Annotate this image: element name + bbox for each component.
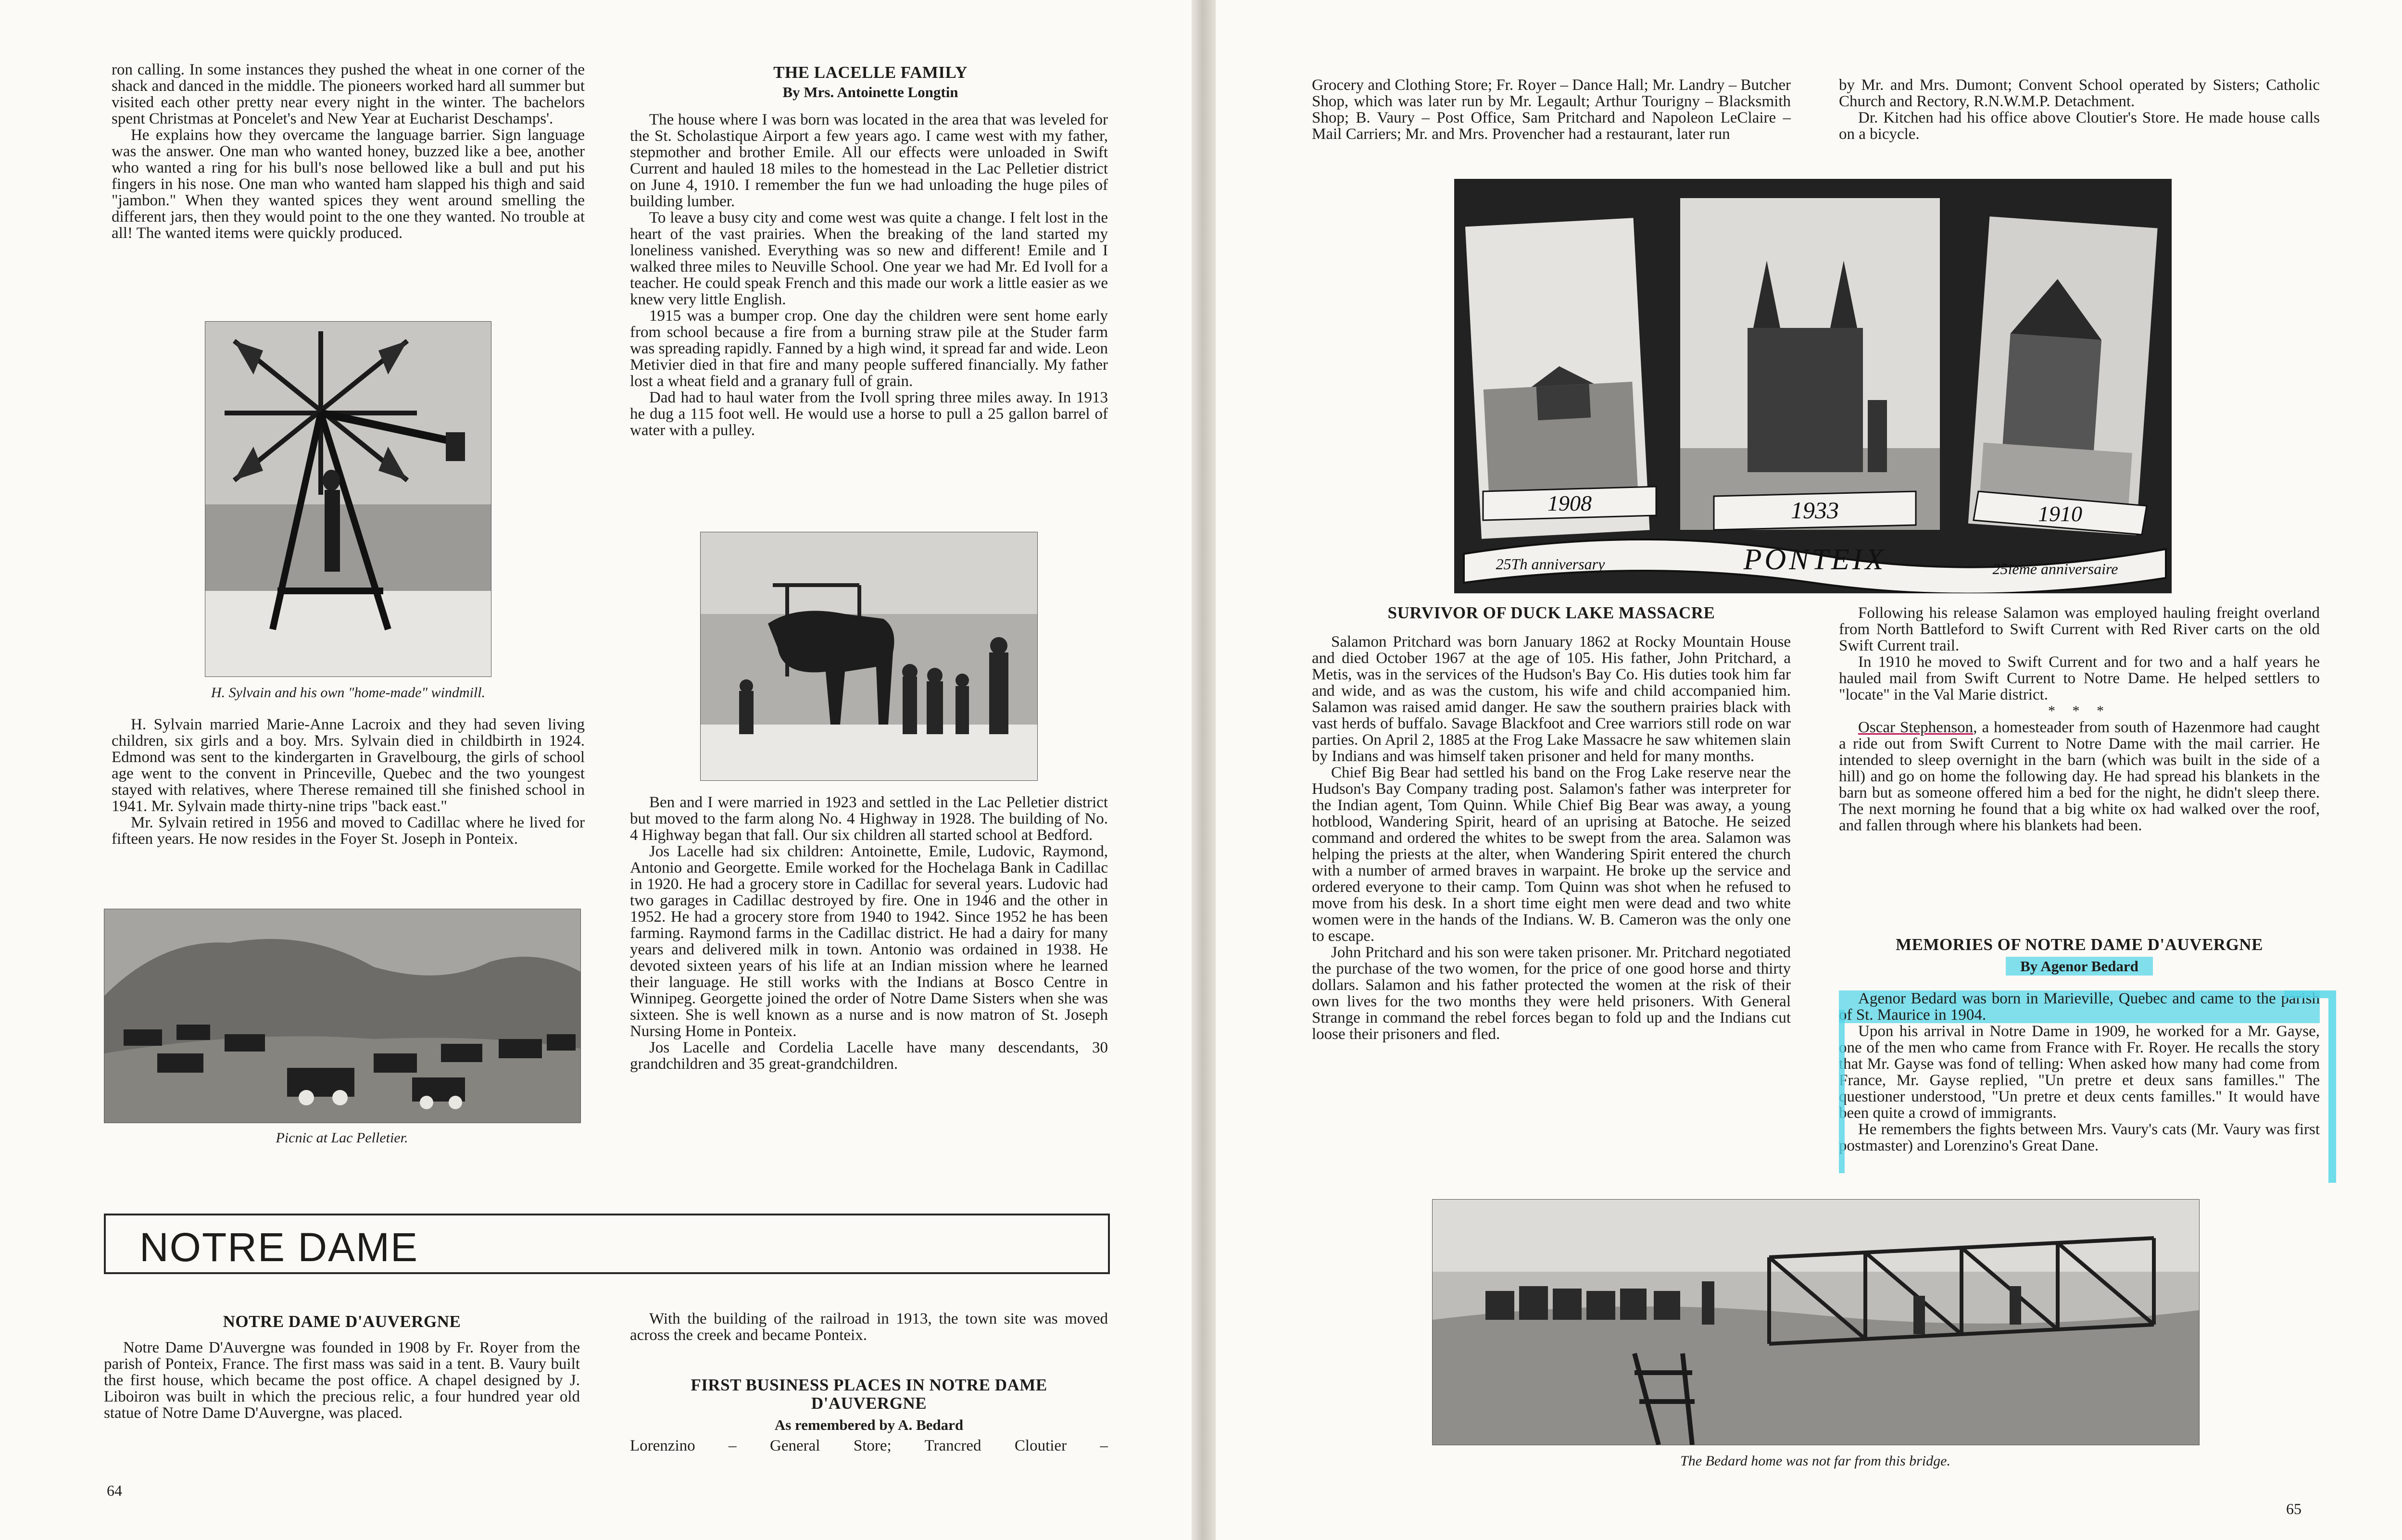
bridge-photo (1432, 1199, 2200, 1445)
paragraph: H. Sylvain married Marie-Anne Lacroix and they had seven living children, six girls and a boy. Mrs. Sylvain died in childbirth in 1924. Edmond was sent to the kindergarten in Gravelbourg, the girls of school age went to the convent in Princeville, Quebec and the two youngest stayed with relatives, where Therese remained till she finished school in 1941. Mr. Sylvain made thirty-nine trips "back east." (112, 716, 585, 815)
section-title: NOTRE DAME (139, 1225, 419, 1270)
picnic-photo (104, 909, 581, 1123)
paragraph: Ben and I were married in 1923 and settled in the Lac Pelletier district but moved to the farm along No. 4 Highway in 1928. The building of No. 4 Highway began that fall. Our six children all started school at Bedford. (630, 794, 1108, 844)
windmill-photo (205, 321, 491, 677)
business-text (630, 1438, 1108, 1454)
paragraph: He remembers the fights between Mrs. Vaury's cats (Mr. Vaury was first postmaster) and Lorenzino's Great Dane. (1839, 1121, 2320, 1154)
paragraph: by Mr. and Mrs. Dumont; Convent School operated by Sisters; Catholic Church and Rectory, R.N.W.M.P. Detachment. (1839, 76, 2320, 110)
paragraph: The house where I was born was located in the area that was leveled for the St. Scholastique Airport a few years ago. I came west with my father, stepmother and brother Emile. All our effects were unloaded in Swift Current and hauled 18 miles to the homestead in the Lac Pelletier district on June 4, 1910. I remember the fun we had unloading the huge piles of building lumber. (630, 111, 1108, 210)
picnic-caption: Picnic at Lac Pelletier. (276, 1130, 408, 1146)
collage-ribbon-right: 25ieme anniversaire (1992, 560, 2118, 577)
windmill-caption: H. Sylvain and his own "home-made" windmill. (211, 685, 486, 701)
stephenson-text: , a homesteader from south of Hazenmore had caught a ride out from Swift Current to Notre Dame with the mail carrier. He intended to sleep overnight in the barn (which was built in the side of a hill) and go on home the following day. He had spread his blankets in the barn but as someone offered him a bed for the night, he didn't sleep there. The next morning he found that a big white ox had walked over the roof, and fallen through where his blankets had been. (1839, 719, 2320, 834)
paragraph: ron calling. In some instances they pushed the wheat in one corner of the shack and danced in the middle. The pioneers worked hard all summer but visited each other pretty near every night in the winter. The bachelors spent Christmas at Poncelet's and New Year at Eucharist Deschamps'. (112, 61, 585, 127)
book-gutter (1192, 0, 1216, 1540)
paragraph: Upon his arrival in Notre Dame in 1909, he worked for a Mr. Gayse, one of the men who came from France with Fr. Royer. He recalls the story that Mr. Gayse was fond of telling: When asked how many had come from France, Mr. Gayse replied, "Un pretre et deux sans familles." The questioner understood, "Un pretre et deux cents familles." It would have been quite a crowd of immigrants. (1839, 1023, 2320, 1122)
paragraph: To leave a busy city and come west was quite a change. I felt lost in the heart of the vast prairies. When the breaking of the land started my loneliness vanished. Everything was so new and different! Emile and I walked three miles to Neuville School. One year we had Mr. Ed Ivoll for a teacher. He could speak French and this made our work a little easier as we knew very little English. (630, 209, 1108, 308)
business-title-line2: D'AUVERGNE (811, 1394, 927, 1413)
ponteix-collage (1454, 179, 2172, 593)
page-number: 65 (2286, 1500, 2301, 1517)
lacelle-byline: By Mrs. Antoinette Longtin (782, 84, 958, 100)
lacelle-text-top (630, 112, 1108, 438)
memories-byline: By Agenor Bedard (2006, 957, 2153, 976)
business-title (630, 1376, 1108, 1413)
business-title-line1: FIRST BUSINESS PLACES IN NOTRE DAME (691, 1376, 1047, 1394)
paragraph: Chief Big Bear had settled his band on the Frog Lake reserve near the Hudson's Bay Company trading post. Salamon's father was interpreter for the Indian agent, Tom Quinn. While Chief Big Bear was away, a young hotblood, Wandering Spirit, heard of an uprising at Batoche. He seized command and ordered the whites to be swept from the area. Salamon was helping the priests at the alter, when Wandering Spirit entered the church with a number of armed braves in warpaint. He broke up the service and ordered everyone to their camp. Tom Quinn was shot when he refused to move from his desk. In a short time eight men were dead and two white women were in the hands of the Indians. W. B. Cameron was the only one to escape. (1312, 764, 1791, 945)
collage-year-1: 1908 (1547, 491, 1592, 515)
stephenson-name: Oscar Stephenson (1858, 719, 1974, 736)
page-number: 64 (107, 1482, 122, 1499)
paragraph: 1915 was a bumper crop. One day the children were sent home early from school because a fire from a burning straw pile at the Studer farm was spreading rapidly. Fanned by a high wind, it spread far and wide. Leon Metivier died in that fire and many people suffered financially. My father lost a wheat field and a granary full of grain. (630, 307, 1108, 390)
paragraph: John Pritchard and his son were taken prisoner. Mr. Pritchard negotiated the purchase of the two women, for the price of one good horse and thirty dollars. Salamon and his father protected the women at the risk of their own lives for the two months they were held prisoners. With General Strange in command the rebel forces began to fold up and the Indians cut loose their prisoners and fled. (1312, 944, 1791, 1043)
nda-title: NOTRE DAME D'AUVERGNE (223, 1312, 461, 1331)
paragraph: Salamon Pritchard was born January 1862 at Rocky Mountain House and died October 1967 at the age of 105. His father, John Pritchard, a Metis, was in the services of the Hudson's Bay Co. His duties took him far and wide, and as was the custom, his wife and child accompanied him. Salamon was raised amid danger. He saw the southern prairies black with vast herds of buffalo. Savage Blackfoot and Cree warriors still rode on war parties. On April 2, 1885 at the Frog Lake Massacre he saw whitemen slain by Indians and was himself taken prisoner and held for many months. (1312, 633, 1791, 765)
left-page (0, 0, 1192, 1540)
paragraph: Dr. Kitchen had his office above Cloutier's Store. He made house calls on a bicycle. (1839, 109, 2320, 143)
business-byline: As remembered by A. Bedard (774, 1416, 964, 1433)
paragraph: Mr. Sylvain retired in 1956 and moved to Cadillac where he lived for fifteen years. He now resides in the Foyer St. Joseph in Ponteix. (112, 814, 585, 848)
memories-byline-wrap (1839, 958, 2320, 975)
lacelle-text-bottom (630, 794, 1108, 1072)
paragraph: Grocery and Clothing Store; Fr. Royer – Dance Hall; Mr. Landry – Butcher Shop, which was later run by Mr. Legault; Arthur Tourigny – Blacksmith Shop; B. Vaury – Post Office, Sam Pritchard and Napoleon LeClaire – Mail Carriers; Mr. and Mrs. Provencher had a restaurant, later run (1312, 76, 1791, 143)
sylvain-text-mid (112, 716, 585, 847)
collage-year-3: 1910 (2038, 501, 2082, 526)
nda-text (104, 1340, 580, 1421)
section-separator: * * * (2048, 703, 2111, 719)
lacelle-title: THE LACELLE FAMILY (773, 63, 968, 82)
collage-ribbon-center: PONTEIX (1743, 543, 1886, 576)
paragraph: Dad had to haul water from the Ivoll spring three miles away. In 1913 he dug a 115 foot well. He would use a horse to pull a 25 gallon barrel of water with a pulley. (630, 389, 1108, 439)
bridge-caption: The Bedard home was not far from this bridge. (1680, 1453, 1950, 1469)
paragraph: Notre Dame D'Auvergne was founded in 1908 by Fr. Royer from the parish of Ponteix, France. The first mass was said in a tent. B. Vaury built the first house, which became the post office. A chapel designed by J. Liboiron was built in which the precious relic, a four hundred year old statue of Notre Dame D'Auvergne, was placed. (104, 1339, 580, 1422)
business-text-end (1839, 77, 2320, 142)
paragraph: In 1910 he moved to Swift Current and for two and a half years he hauled mail from Swift Current to Notre Dame. He helped settlers to "locate" in the Val Marie district. (1839, 653, 2320, 703)
paragraph: Agenor Bedard was born in Marieville, Quebec and came to the parish of St. Maurice in 1904. (1839, 990, 2320, 1024)
memories-title: MEMORIES OF NOTRE DAME D'AUVERGNE (1896, 935, 2263, 954)
survivor-title: SURVIVOR OF DUCK LAKE MASSACRE (1387, 603, 1715, 622)
right-page (1216, 0, 2402, 1540)
collage-year-2: 1933 (1791, 497, 1839, 524)
paragraph: Following his release Salamon was employed hauling freight overland from North Battleford to Swift Current with Red River carts on the old Swift Current trail. (1839, 604, 2320, 654)
section-banner (104, 1214, 1110, 1274)
sylvain-text-top (112, 62, 585, 241)
collage-ribbon-left: 25Th anniversary (1496, 555, 1605, 573)
survivor-text (1312, 634, 1791, 1042)
paragraph: Jos Lacelle and Cordelia Lacelle have many descendants, 30 grandchildren and 35 great-grandchildren. (630, 1039, 1108, 1073)
paragraph: Lorenzino – General Store; Trancred Cloutier – (630, 1437, 1108, 1454)
paragraph: Jos Lacelle had six children: Antoinette, Emile, Ludovic, Raymond, Antonio and Georgette. Emile worked for the Hochelaga Bank in Cadillac in 1920. He had a grocery store in Cadillac for several years. Ludovic had two garages in Cadillac destroyed by fire. One in 1946 and the other in 1952. He had a grocery store from 1940 to 1942. Since 1952 he has been farming. Raymond farms in the Cadillac district. He had a dairy for many years and delivered milk in town. Antonio was ordained in 1938. He devoted sixteen years of his life at an Indian mission where he learned their language. He still works with the Indians at Bosco Centre in Winnipeg. Georgette joined the order of Notre Dame Sisters when she was sixteen. She is well known as a nurse and is now matron of St. Joseph Nursing Home in Ponteix. (630, 843, 1108, 1040)
paragraph: With the building of the railroad in 1913, the town site was moved across the creek and became Ponteix. (630, 1310, 1108, 1344)
railroad-text (630, 1311, 1108, 1343)
highlight-bracket (1823, 990, 2347, 1192)
paragraph: He explains how they overcame the language barrier. Sign language was the answer. One man who wanted honey, buzzed like a bee, another who wanted a ring for his bull's nose bellowed like a bull and put his fingers in his nose. One man who wanted ham slapped his thigh and said "jambon." When they wanted spices they went around smelling the different jars, then they would point to the one they wanted. No trouble at all! The wanted items were quickly produced. (112, 126, 585, 242)
survivor-text-cont (1839, 605, 2320, 834)
horse-children-photo (700, 532, 1038, 781)
business-text-cont (1312, 77, 1791, 142)
